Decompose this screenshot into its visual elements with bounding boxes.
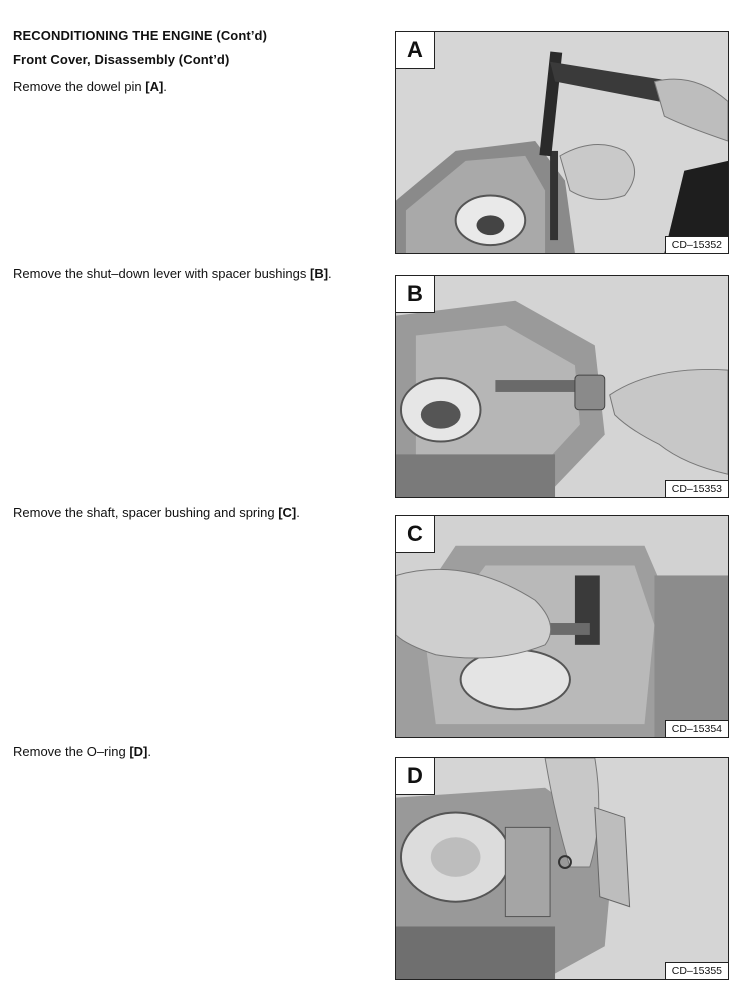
figure-code: CD–15354	[665, 720, 728, 737]
photo-illustration-shutdown-lever	[396, 276, 728, 497]
step-a-instruction	[13, 79, 167, 94]
figure-code: CD–15353	[665, 480, 728, 497]
figure-ref: [B]	[310, 266, 329, 281]
figure-ref: [C]	[278, 505, 297, 520]
step-text: Remove the shaft, spacer bushing and spring	[13, 505, 279, 520]
figure-c-photo	[395, 515, 729, 738]
step-c-instruction	[13, 505, 300, 520]
figure-b-photo	[395, 275, 729, 498]
subsection-title: Front Cover, Disassembly (Cont’d)	[13, 52, 230, 67]
photo-illustration-dowel-pin	[396, 32, 728, 253]
figure-letter: A	[396, 32, 435, 69]
step-text: Remove the shut–down lever with spacer bushings	[13, 266, 310, 281]
figure-code: CD–15352	[665, 236, 728, 253]
step-b-instruction	[13, 266, 332, 281]
section-title: RECONDITIONING THE ENGINE (Cont’d)	[13, 28, 267, 43]
photo-illustration-shaft-spring	[396, 516, 728, 737]
figure-letter: D	[396, 758, 435, 795]
step-end: .	[147, 744, 152, 759]
figure-ref: [A]	[145, 79, 164, 94]
step-text: Remove the O–ring	[13, 744, 130, 759]
figure-letter: B	[396, 276, 435, 313]
step-d-instruction	[13, 744, 151, 759]
figure-code: CD–15355	[665, 962, 728, 979]
figure-ref: [D]	[129, 744, 148, 759]
step-text: Remove the dowel pin	[13, 79, 146, 94]
figure-letter: C	[396, 516, 435, 553]
figure-d-photo	[395, 757, 729, 980]
figure-a-photo	[395, 31, 729, 254]
step-end: .	[328, 266, 332, 281]
step-end: .	[296, 505, 300, 520]
step-end: .	[163, 79, 167, 94]
photo-illustration-o-ring	[396, 758, 728, 979]
